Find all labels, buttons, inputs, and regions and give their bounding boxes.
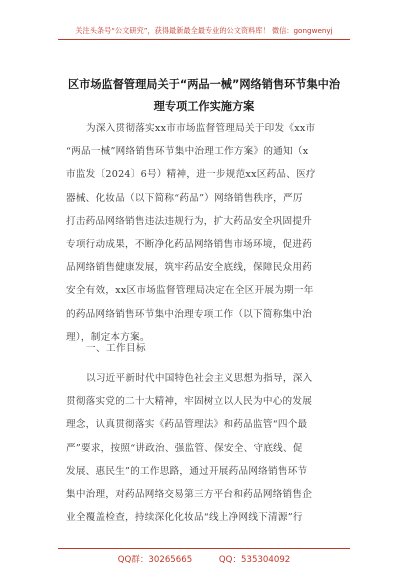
qq-number: QQ：535304092	[218, 555, 291, 565]
paragraph-line: 严”要求，按照“讲政治、强监管、保安全、守底线、促	[66, 442, 303, 454]
paragraph-line: 安全有效，xx区市场监督管理局决定在全区开展为期一年	[66, 285, 314, 297]
paragraph-line: 以习近平新时代中国特色社会主义思想为指导，深入	[86, 373, 313, 384]
section-heading-work-goals: 一、工作目标	[86, 343, 146, 354]
paragraph-line: 业全覆盖检查，持续深化化妆品“线上净网线下清源”行	[66, 512, 303, 524]
document-title-line-1: 区市场监督管理局关于“两品一械”网络销售环节集中治	[67, 78, 341, 91]
promo-header: 关注头条号“公文研究”，获得最新最全最专业的公文资料库！ 微信：gongwenyj	[75, 26, 333, 35]
paragraph-line: 贯彻落实党的二十大精神，牢固树立以人民为中心的发展	[66, 396, 313, 408]
paragraph-line: 品网络销售健康发展，筑牢药品安全底线，保障民众用药	[66, 262, 313, 274]
paragraph-line: 发展、惠民生”的工作思路，通过开展药品网络销售环节	[66, 465, 308, 477]
paragraph-line: 的药品网络销售环节集中治理专项工作（以下简称集中治	[66, 308, 313, 320]
paragraph-line: 理念，认真贯彻落实《药品管理法》和药品监管“四个最	[66, 419, 308, 431]
paragraph-line: 为深入贯彻落实xx市市场监督管理局关于印发《xx市	[86, 123, 316, 134]
contact-footer	[0, 553, 408, 565]
paragraph-1	[66, 117, 348, 349]
document-title-line-2: 理专项工作实施方案	[153, 100, 255, 113]
paragraph-line: 集中治理，对药品网络交易第三方平台和药品网络销售企	[66, 488, 313, 500]
paragraph-line: 理），制定本方案。	[66, 331, 150, 343]
qq-group-number: QQ群：30265665	[117, 555, 193, 565]
paragraph-line: 专项行动成果，不断净化药品网络销售市场环境，促进药	[66, 238, 313, 250]
paragraph-line: 器械、化妆品（以下简称“药品”）网络销售秩序，严厉	[66, 192, 303, 204]
header-divider	[58, 39, 350, 40]
paragraph-2	[66, 367, 348, 529]
paragraph-line: 打击药品网络销售违法违规行为，扩大药品安全巩固提升	[66, 215, 313, 227]
paragraph-line: 市监发〔2024〕6号）精神，进一步规范xx区药品、医疗	[66, 169, 316, 181]
footer-divider	[58, 548, 350, 549]
paragraph-line: “两品一械”网络销售环节集中治理工作方案》的通知（x	[66, 146, 309, 158]
